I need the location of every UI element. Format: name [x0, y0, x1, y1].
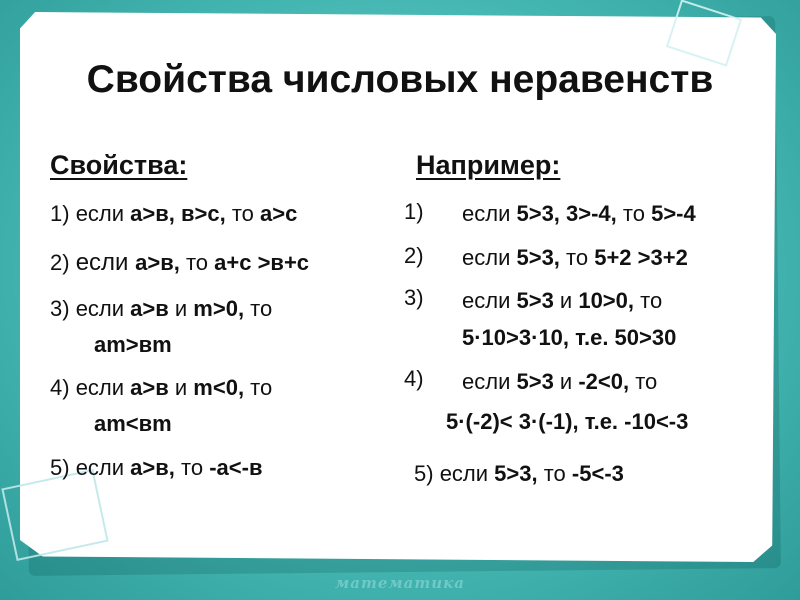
- example-3: [462, 288, 662, 314]
- item-formula: a>в: [130, 296, 169, 321]
- example-number: 2): [404, 243, 424, 268]
- item-text: то: [225, 201, 261, 226]
- item-number: 5): [414, 461, 434, 486]
- example-2: [462, 245, 688, 271]
- slide-title: Свойства числовых неравенств: [86, 58, 714, 101]
- property-5: [50, 455, 262, 481]
- example-number: 3): [404, 285, 424, 310]
- item-formula: 5>3: [516, 288, 554, 313]
- item-formula: a>в,: [130, 455, 175, 480]
- item-text: то: [629, 369, 658, 394]
- item-formula: m<0,: [193, 375, 245, 400]
- item-text: если: [75, 201, 131, 226]
- example-number: 1): [404, 199, 424, 224]
- item-text: и: [168, 375, 194, 400]
- item-formula: a>c: [260, 201, 298, 226]
- item-number: 1): [50, 201, 70, 226]
- item-formula: a>в, в>с,: [130, 201, 226, 226]
- item-formula: 5·10>3·10, т.е. 50>30: [462, 325, 677, 350]
- example-1: [462, 201, 696, 227]
- item-formula: a>в: [130, 375, 169, 400]
- example-5: [414, 461, 624, 487]
- item-formula: 10>0,: [578, 288, 634, 313]
- item-text: если: [75, 375, 131, 400]
- item-text: если: [75, 455, 131, 480]
- item-formula: 5>3,: [516, 245, 560, 270]
- example-4-continuation: [446, 409, 688, 435]
- property-1: [50, 201, 297, 227]
- item-formula: 5+2 >3+2: [594, 245, 688, 270]
- item-text: если: [439, 461, 495, 486]
- example-4: [462, 369, 657, 395]
- item-formula: m>0,: [193, 296, 245, 321]
- item-formula: a+c >в+c: [214, 250, 310, 275]
- footer-subject-label: математика: [334, 574, 466, 592]
- item-formula: am>вm: [94, 332, 172, 357]
- example-number: 4): [404, 366, 424, 391]
- item-number: 5): [50, 455, 70, 480]
- property-3: [50, 296, 272, 322]
- property-4-continuation: [94, 411, 172, 437]
- property-3-continuation: [94, 332, 172, 358]
- item-text: и: [553, 288, 579, 313]
- item-number: 2): [50, 250, 70, 275]
- item-formula: 5>-4: [651, 201, 696, 226]
- property-2: [50, 249, 309, 277]
- examples-heading: Например:: [416, 150, 561, 180]
- item-formula: 5·(-2)< 3·(-1), т.е. -10<-3: [446, 409, 689, 434]
- item-text: если: [462, 245, 517, 270]
- property-4: [50, 375, 272, 401]
- item-text: то: [616, 201, 652, 226]
- item-text: и: [553, 369, 579, 394]
- item-text: то: [537, 461, 572, 486]
- item-text: если: [462, 369, 517, 394]
- item-text: если: [462, 288, 517, 313]
- item-formula: 5>3,: [494, 461, 538, 486]
- item-formula: am<вm: [94, 411, 172, 436]
- item-formula: 5>3: [516, 369, 554, 394]
- properties-heading: Свойства:: [50, 150, 188, 180]
- item-text: то: [244, 296, 273, 321]
- item-text: то: [174, 455, 210, 480]
- item-number: 3): [50, 296, 70, 321]
- item-formula: -5<-3: [571, 461, 624, 486]
- item-formula: -a<-в: [209, 455, 263, 480]
- item-text: и: [168, 296, 194, 321]
- item-number: 4): [50, 375, 70, 400]
- item-text: если: [75, 249, 136, 276]
- item-formula: -2<0,: [578, 369, 630, 394]
- example-3-continuation: [462, 325, 676, 351]
- item-formula: 5>3, 3>-4,: [516, 201, 617, 226]
- item-text: если: [75, 296, 131, 321]
- item-text: если: [462, 201, 517, 226]
- item-text: то: [634, 288, 663, 313]
- item-text: то: [559, 245, 595, 270]
- item-text: то: [179, 250, 215, 275]
- item-text: то: [244, 375, 273, 400]
- item-formula: a>в,: [135, 250, 180, 275]
